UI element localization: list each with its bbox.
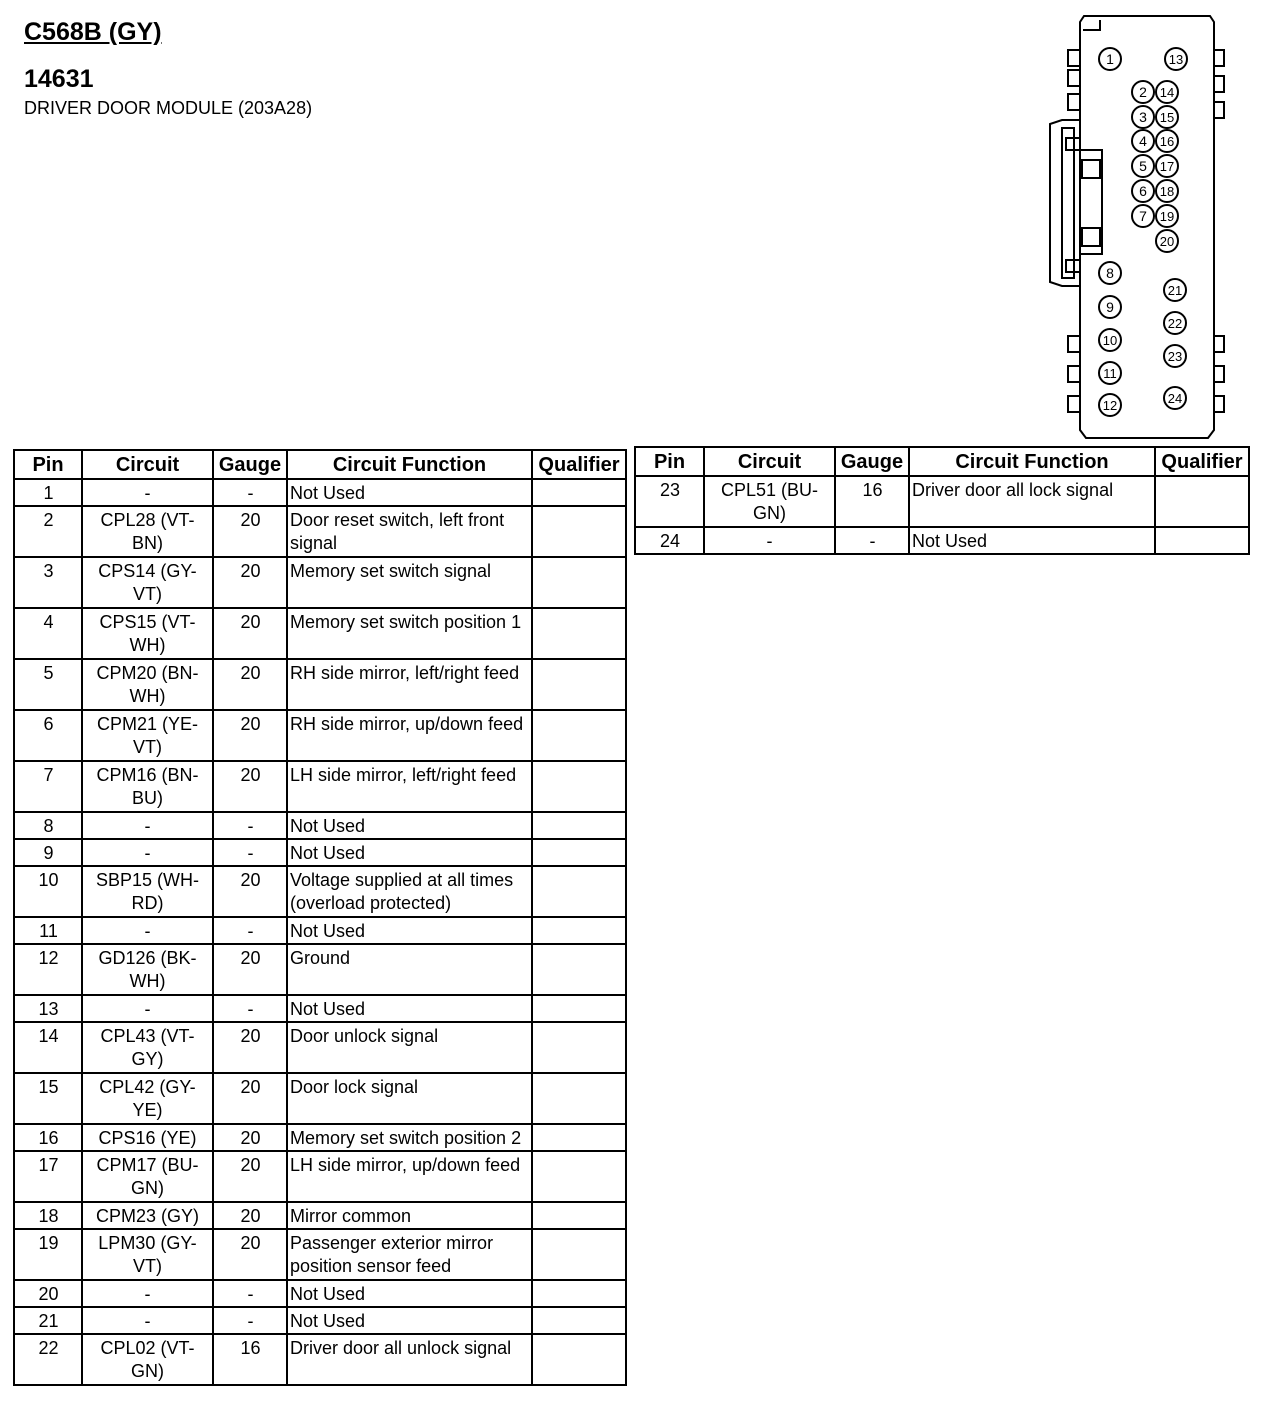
circuit-cell: CPM20 (BN-WH) (82, 659, 213, 710)
pin-cell: 4 (14, 608, 82, 659)
table-row (14, 1073, 626, 1124)
qualifier-cell (532, 506, 626, 557)
gauge-cell: 20 (213, 761, 287, 812)
svg-text:3: 3 (1139, 109, 1147, 125)
table-row (14, 1280, 626, 1307)
circuit-cell: LPM30 (GY-VT) (82, 1229, 213, 1280)
component-description: DRIVER DOOR MODULE (203A28) (24, 98, 313, 118)
qualifier-cell (532, 1202, 626, 1229)
pin-marker-5 (1132, 155, 1154, 177)
pin-cell: 1 (14, 479, 82, 506)
svg-text:23: 23 (1167, 349, 1183, 364)
pin-marker-24 (1164, 387, 1186, 409)
connector-id-title: C568B (GY) (24, 18, 162, 46)
function-cell: Not Used (287, 1307, 532, 1334)
svg-text:6: 6 (1139, 183, 1147, 199)
pin-marker-20 (1156, 230, 1178, 252)
column-header-circuit: Circuit (704, 447, 835, 476)
qualifier-cell (532, 866, 626, 917)
qualifier-cell (532, 1151, 626, 1202)
column-header-circuit: Circuit (82, 450, 213, 479)
gauge-cell: - (213, 1280, 287, 1307)
qualifier-cell (1155, 527, 1249, 554)
svg-text:21: 21 (1167, 283, 1183, 298)
table-row (14, 659, 626, 710)
pin-marker-10 (1099, 329, 1121, 351)
function-cell: Not Used (287, 839, 532, 866)
function-cell: Driver door all lock signal (909, 476, 1155, 527)
table-row (14, 1334, 626, 1385)
pin-cell: 15 (14, 1073, 82, 1124)
qualifier-cell (532, 1307, 626, 1334)
table-row (14, 557, 626, 608)
pin-marker-4 (1132, 130, 1154, 152)
gauge-cell: - (213, 479, 287, 506)
qualifier-cell (532, 710, 626, 761)
circuit-cell: CPS15 (VT-WH) (82, 608, 213, 659)
part-number: 14631 (24, 65, 94, 93)
function-cell: LH side mirror, up/down feed (287, 1151, 532, 1202)
circuit-cell: - (82, 812, 213, 839)
qualifier-cell (532, 659, 626, 710)
svg-text:15: 15 (1159, 110, 1175, 125)
circuit-cell: - (82, 917, 213, 944)
function-cell: LH side mirror, left/right feed (287, 761, 532, 812)
pin-marker-2 (1132, 81, 1154, 103)
pin-marker-6 (1132, 180, 1154, 202)
function-cell: Memory set switch position 2 (287, 1124, 532, 1151)
gauge-cell: 20 (213, 1229, 287, 1280)
gauge-cell: 20 (213, 608, 287, 659)
qualifier-cell (532, 917, 626, 944)
function-cell: Not Used (287, 479, 532, 506)
function-cell: Driver door all unlock signal (287, 1334, 532, 1385)
pin-cell: 21 (14, 1307, 82, 1334)
gauge-cell: 20 (213, 1202, 287, 1229)
svg-text:8: 8 (1106, 265, 1114, 281)
function-cell: Memory set switch position 1 (287, 608, 532, 659)
circuit-cell: CPS16 (YE) (82, 1124, 213, 1151)
gauge-cell: 20 (213, 710, 287, 761)
svg-text:5: 5 (1139, 158, 1147, 174)
table-header-row (14, 450, 626, 479)
gauge-cell: - (213, 995, 287, 1022)
pin-marker-18 (1156, 180, 1178, 202)
svg-text:2: 2 (1139, 84, 1147, 100)
pin-marker-22 (1164, 312, 1186, 334)
pinout-table-right (634, 446, 1250, 555)
pin-cell: 12 (14, 944, 82, 995)
gauge-cell: 20 (213, 1124, 287, 1151)
pin-marker-3 (1132, 106, 1154, 128)
pin-cell: 14 (14, 1022, 82, 1073)
qualifier-cell (532, 944, 626, 995)
svg-text:1: 1 (1106, 51, 1114, 67)
qualifier-cell (532, 1280, 626, 1307)
svg-text:24: 24 (1167, 391, 1183, 406)
function-cell: Door lock signal (287, 1073, 532, 1124)
pin-marker-15 (1156, 106, 1178, 128)
gauge-cell: - (213, 812, 287, 839)
function-cell: RH side mirror, left/right feed (287, 659, 532, 710)
svg-text:10: 10 (1102, 333, 1118, 348)
circuit-cell: CPL42 (GY-YE) (82, 1073, 213, 1124)
qualifier-cell (532, 1022, 626, 1073)
qualifier-cell (532, 1334, 626, 1385)
table-row (14, 1202, 626, 1229)
circuit-cell: CPL43 (VT-GY) (82, 1022, 213, 1073)
pin-marker-7 (1132, 205, 1154, 227)
pin-cell: 23 (635, 476, 704, 527)
pin-cell: 2 (14, 506, 82, 557)
table-row (14, 866, 626, 917)
circuit-cell: - (82, 995, 213, 1022)
pin-marker-21 (1164, 279, 1186, 301)
pin-marker-14 (1156, 81, 1178, 103)
function-cell: Door unlock signal (287, 1022, 532, 1073)
table-row (14, 1124, 626, 1151)
circuit-cell: SBP15 (WH-RD) (82, 866, 213, 917)
function-cell: RH side mirror, up/down feed (287, 710, 532, 761)
qualifier-cell (532, 995, 626, 1022)
pin-marker-8 (1099, 262, 1121, 284)
gauge-cell: 16 (835, 476, 909, 527)
column-header-pin: Pin (635, 447, 704, 476)
qualifier-cell (1155, 476, 1249, 527)
function-cell: Not Used (287, 812, 532, 839)
pin-cell: 19 (14, 1229, 82, 1280)
gauge-cell: 20 (213, 1022, 287, 1073)
function-cell: Memory set switch signal (287, 557, 532, 608)
function-cell: Passenger exterior mirror position sensor feed (287, 1229, 532, 1280)
table-row (14, 710, 626, 761)
qualifier-cell (532, 1124, 626, 1151)
gauge-cell: 20 (213, 944, 287, 995)
circuit-cell: - (82, 479, 213, 506)
svg-text:12: 12 (1102, 398, 1118, 413)
pin-marker-23 (1164, 345, 1186, 367)
table-row (14, 1307, 626, 1334)
svg-text:7: 7 (1139, 208, 1147, 224)
pin-cell: 7 (14, 761, 82, 812)
svg-text:14: 14 (1159, 85, 1175, 100)
table-row (14, 944, 626, 995)
pin-marker-16 (1156, 130, 1178, 152)
gauge-cell: 20 (213, 1151, 287, 1202)
gauge-cell: - (213, 839, 287, 866)
pin-marker-1 (1099, 48, 1121, 70)
table-row (14, 839, 626, 866)
column-header-gauge: Gauge (213, 450, 287, 479)
function-cell: Not Used (287, 917, 532, 944)
pin-cell: 13 (14, 995, 82, 1022)
circuit-cell: - (82, 1307, 213, 1334)
function-cell: Not Used (287, 995, 532, 1022)
table-row (635, 476, 1249, 527)
table-row (14, 761, 626, 812)
pin-marker-13 (1165, 48, 1187, 70)
pin-marker-12 (1099, 394, 1121, 416)
circuit-cell: CPL28 (VT-BN) (82, 506, 213, 557)
pin-cell: 9 (14, 839, 82, 866)
circuit-cell: CPM21 (YE-VT) (82, 710, 213, 761)
gauge-cell: 16 (213, 1334, 287, 1385)
table-row (14, 1022, 626, 1073)
pin-cell: 10 (14, 866, 82, 917)
gauge-cell: - (213, 917, 287, 944)
function-cell: Not Used (287, 1280, 532, 1307)
function-cell: Ground (287, 944, 532, 995)
qualifier-cell (532, 812, 626, 839)
circuit-cell: - (704, 527, 835, 554)
svg-text:22: 22 (1167, 316, 1183, 331)
qualifier-cell (532, 1073, 626, 1124)
connector-face-diagram (1040, 10, 1230, 450)
column-header-qualifier: Qualifier (1155, 447, 1249, 476)
pin-cell: 6 (14, 710, 82, 761)
pin-cell: 22 (14, 1334, 82, 1385)
table-row (14, 812, 626, 839)
svg-text:13: 13 (1168, 52, 1184, 67)
svg-text:4: 4 (1139, 133, 1147, 149)
circuit-cell: CPL02 (VT-GN) (82, 1334, 213, 1385)
column-header-function: Circuit Function (287, 450, 532, 479)
circuit-cell: GD126 (BK-WH) (82, 944, 213, 995)
pin-cell: 5 (14, 659, 82, 710)
table-row (14, 479, 626, 506)
circuit-cell: CPM23 (GY) (82, 1202, 213, 1229)
column-header-pin: Pin (14, 450, 82, 479)
svg-text:17: 17 (1159, 159, 1175, 174)
pin-marker-19 (1156, 205, 1178, 227)
function-cell: Voltage supplied at all times (overload protected) (287, 866, 532, 917)
table-row (14, 506, 626, 557)
pin-cell: 20 (14, 1280, 82, 1307)
table-row (14, 995, 626, 1022)
gauge-cell: 20 (213, 659, 287, 710)
svg-text:16: 16 (1159, 134, 1175, 149)
qualifier-cell (532, 761, 626, 812)
circuit-cell: CPS14 (GY-VT) (82, 557, 213, 608)
pin-cell: 8 (14, 812, 82, 839)
table-row (635, 527, 1249, 554)
function-cell: Mirror common (287, 1202, 532, 1229)
circuit-cell: - (82, 1280, 213, 1307)
qualifier-cell (532, 557, 626, 608)
svg-text:9: 9 (1106, 299, 1114, 315)
circuit-cell: - (82, 839, 213, 866)
pin-cell: 18 (14, 1202, 82, 1229)
pin-marker-9 (1099, 296, 1121, 318)
qualifier-cell (532, 839, 626, 866)
gauge-cell: 20 (213, 1073, 287, 1124)
gauge-cell: - (835, 527, 909, 554)
column-header-function: Circuit Function (909, 447, 1155, 476)
pin-cell: 16 (14, 1124, 82, 1151)
gauge-cell: 20 (213, 557, 287, 608)
pin-marker-17 (1156, 155, 1178, 177)
circuit-cell: CPL51 (BU-GN) (704, 476, 835, 527)
circuit-cell: CPM16 (BN-BU) (82, 761, 213, 812)
table-row (14, 608, 626, 659)
function-cell: Not Used (909, 527, 1155, 554)
gauge-cell: - (213, 1307, 287, 1334)
column-header-qualifier: Qualifier (532, 450, 626, 479)
pin-marker-11 (1099, 362, 1121, 384)
table-row (14, 917, 626, 944)
qualifier-cell (532, 479, 626, 506)
pin-cell: 17 (14, 1151, 82, 1202)
pinout-table-left (13, 449, 627, 1386)
circuit-cell: CPM17 (BU-GN) (82, 1151, 213, 1202)
qualifier-cell (532, 608, 626, 659)
table-header-row (635, 447, 1249, 476)
svg-text:18: 18 (1159, 184, 1175, 199)
pin-cell: 3 (14, 557, 82, 608)
table-row (14, 1151, 626, 1202)
svg-text:11: 11 (1103, 366, 1117, 381)
qualifier-cell (532, 1229, 626, 1280)
svg-text:19: 19 (1159, 209, 1175, 224)
pin-cell: 11 (14, 917, 82, 944)
column-header-gauge: Gauge (835, 447, 909, 476)
pin-cell: 24 (635, 527, 704, 554)
function-cell: Door reset switch, left front signal (287, 506, 532, 557)
table-row (14, 1229, 626, 1280)
gauge-cell: 20 (213, 866, 287, 917)
gauge-cell: 20 (213, 506, 287, 557)
svg-text:20: 20 (1159, 234, 1175, 249)
